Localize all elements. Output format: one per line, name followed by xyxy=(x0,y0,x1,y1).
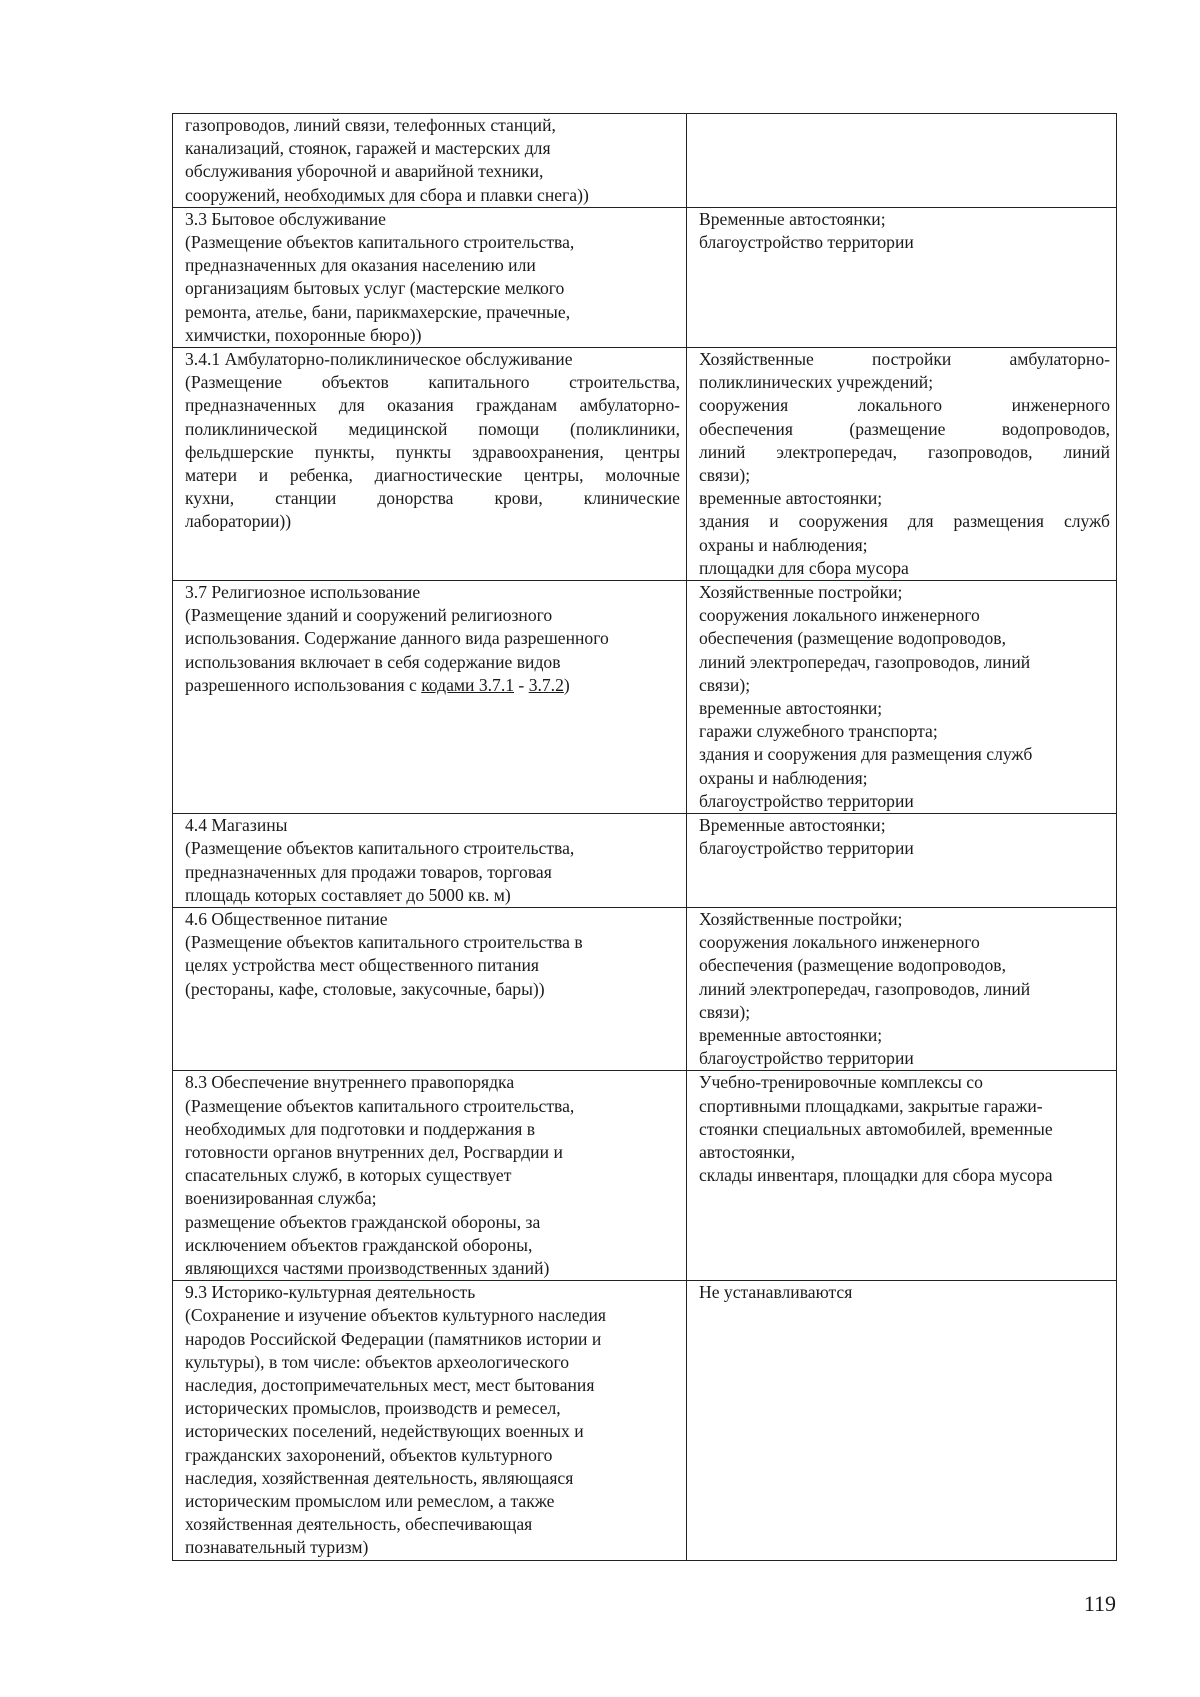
text-line: здания и сооружения для размещения служб xyxy=(699,744,1033,765)
text-line: хозяйственная деятельность, обеспечивающая xyxy=(185,1514,533,1535)
use-code-title: 3.7 Религиозное использование xyxy=(185,582,421,603)
text-line: исторических промыслов, производств и ремесел, xyxy=(185,1398,561,1419)
text-line: историческим промыслом или ремеслом, а также xyxy=(185,1490,555,1511)
text-line: благоустройство территории xyxy=(699,838,914,859)
text-line: спасательных служб, в которых существует xyxy=(185,1165,512,1186)
permitted-use-table xyxy=(172,113,1117,1561)
table-row xyxy=(173,814,1117,908)
use-type-cell xyxy=(173,114,687,208)
use-type-cell xyxy=(173,207,687,347)
use-type-cell xyxy=(173,814,687,908)
text-line: благоустройство территории xyxy=(699,790,914,811)
text-line: временные автостоянки; xyxy=(699,698,883,719)
table-row xyxy=(173,907,1117,1070)
use-code-title: 8.3 Обеспечение внутреннего правопорядка xyxy=(185,1072,515,1093)
text-line: предназначенных для оказания гражданам амбулаторно- xyxy=(185,395,680,416)
use-type-cell xyxy=(173,1071,687,1281)
text-line: здания и сооружения для размещения служб xyxy=(699,511,1110,532)
text-line: (Сохранение и изучение объектов культурного наследия xyxy=(185,1305,606,1326)
text-line: (Размещение объектов капитального строительства, xyxy=(185,838,575,859)
text-line: матери и ребенка, диагностические центры, молочные xyxy=(185,465,680,486)
text-line: (Размещение зданий и сооружений религиозного xyxy=(185,605,553,626)
table-row xyxy=(173,207,1117,347)
table-row xyxy=(173,581,1117,814)
text-line: познавательный туризм) xyxy=(185,1537,369,1558)
text-line: (Размещение объектов капитального строительства, xyxy=(185,372,680,393)
text-line: временные автостоянки; xyxy=(699,488,883,509)
text-line: газопроводов, линий связи, телефонных станций, xyxy=(185,115,556,135)
text-line: лаборатории)) xyxy=(185,511,292,532)
auxiliary-use-cell xyxy=(687,114,1117,208)
text-line: поликлинических учреждений; xyxy=(699,372,934,393)
text-line: стоянки специальных автомобилей, временные xyxy=(699,1118,1053,1139)
text-line: сооружения локального инженерного xyxy=(699,605,980,626)
text-line: народов Российской Федерации (памятников истории и xyxy=(185,1328,602,1349)
text-line: Учебно-тренировочные комплексы со xyxy=(699,1072,983,1093)
text-line: предназначенных для продажи товаров, торговая xyxy=(185,861,552,882)
auxiliary-use-cell xyxy=(687,207,1117,347)
text-line: исторических поселений, недействующих военных и xyxy=(185,1421,584,1442)
text-line: охраны и наблюдения; xyxy=(699,767,868,788)
table-row xyxy=(173,1071,1117,1281)
text-line: площадь которых составляет до 5000 кв. м) xyxy=(185,884,511,905)
text-line: Хозяйственные постройки амбулаторно- xyxy=(699,349,1110,370)
text-line: необходимых для подготовки и поддержания в xyxy=(185,1118,536,1139)
text-line: культуры), в том числе: объектов археологического xyxy=(185,1351,570,1372)
use-code-title: 4.6 Общественное питание xyxy=(185,908,388,929)
text-line: организациям бытовых услуг (мастерские мелкого xyxy=(185,278,565,299)
code-link-3-7-1[interactable]: кодами 3.7.1 xyxy=(421,674,515,695)
text-line: (рестораны, кафе, столовые, закусочные, бары)) xyxy=(185,978,545,999)
code-link-3-7-2[interactable]: 3.7.2 xyxy=(528,674,564,695)
text-line: размещение объектов гражданской обороны, за xyxy=(185,1211,541,1232)
text-line: исключением объектов гражданской обороны, xyxy=(185,1234,533,1255)
text-line: наследия, достопримечательных мест, мест бытования xyxy=(185,1374,595,1395)
text-line: обеспечения (размещение водопроводов, xyxy=(699,955,1007,976)
auxiliary-use-cell xyxy=(687,814,1117,908)
auxiliary-use-cell xyxy=(687,1281,1117,1560)
text-line: использования. Содержание данного вида разрешенного xyxy=(185,628,609,649)
text-line: предназначенных для оказания населению или xyxy=(185,255,536,276)
text-line: канализаций, стоянок, гаражей и мастерских для xyxy=(185,138,551,159)
text-line: линий электропередач, газопроводов, линий xyxy=(699,441,1110,462)
text-line: военизированная служба; xyxy=(185,1188,377,1209)
text-line: гражданских захоронений, объектов культурного xyxy=(185,1444,553,1465)
text-line: автостоянки, xyxy=(699,1141,795,1162)
table-row xyxy=(173,1281,1117,1560)
auxiliary-use-cell xyxy=(687,907,1117,1070)
text-line: благоустройство территории xyxy=(699,232,914,253)
text-line: площадки для сбора мусора xyxy=(699,557,909,578)
auxiliary-use-cell xyxy=(687,1071,1117,1281)
text-line: сооружения локального инженерного xyxy=(699,932,980,953)
use-type-cell xyxy=(173,1281,687,1560)
text-line: склады инвентаря, площадки для сбора мусора xyxy=(699,1165,1053,1186)
text-line: сооружений, необходимых для сбора и плавки снега)) xyxy=(185,184,589,205)
use-code-title: 3.4.1 Амбулаторно-поликлиническое обслуживание xyxy=(185,349,573,370)
use-code-title: 9.3 Историко-культурная деятельность xyxy=(185,1282,476,1303)
use-type-cell xyxy=(173,907,687,1070)
use-code-title: 3.3 Бытовое обслуживание xyxy=(185,208,386,229)
text-line: готовности органов внутренних дел, Росгвардии и xyxy=(185,1141,563,1162)
text-line: охраны и наблюдения; xyxy=(699,534,868,555)
text-line: обслуживания уборочной и аварийной техники, xyxy=(185,161,544,182)
text-line: связи); xyxy=(699,674,751,695)
text-line: линий электропередач, газопроводов, линий xyxy=(699,978,1031,999)
text-line: связи); xyxy=(699,465,751,486)
text-line: разрешенного использования с кодами 3.7.1 - 3.7.2) xyxy=(185,674,570,695)
text-line: Временные автостоянки; xyxy=(699,208,886,229)
auxiliary-use-cell xyxy=(687,581,1117,814)
text-line: Хозяйственные постройки; xyxy=(699,908,903,929)
text-line: сооружения локального инженерного xyxy=(699,395,1110,416)
page-number: 119 xyxy=(1083,1591,1116,1616)
text-line: целях устройства мест общественного питания xyxy=(185,955,539,976)
text-line: линий электропередач, газопроводов, линий xyxy=(699,651,1031,672)
text-line: спортивными площадками, закрытые гаражи- xyxy=(699,1095,1043,1116)
use-code-title: 4.4 Магазины xyxy=(185,815,288,836)
text-line: кухни, станции донорства крови, клинические xyxy=(185,488,680,509)
text-line: временные автостоянки; xyxy=(699,1024,883,1045)
auxiliary-use-cell xyxy=(687,348,1117,581)
text-line: поликлинической медицинской помощи (поликлиники, xyxy=(185,418,680,439)
use-type-cell xyxy=(173,581,687,814)
text-line: Хозяйственные постройки; xyxy=(699,582,903,603)
text-line: наследия, хозяйственная деятельность, являющаяся xyxy=(185,1467,574,1488)
text-line: химчистки, похоронные бюро)) xyxy=(185,324,422,345)
text-line: Временные автостоянки; xyxy=(699,815,886,836)
text-line: фельдшерские пункты, пункты здравоохранения, центры xyxy=(185,441,680,462)
use-type-cell xyxy=(173,348,687,581)
text-line: обеспечения (размещение водопроводов, xyxy=(699,418,1110,439)
text-line: обеспечения (размещение водопроводов, xyxy=(699,628,1007,649)
text-line: (Размещение объектов капитального строительства в xyxy=(185,932,583,953)
text-line: (Размещение объектов капитального строительства, xyxy=(185,232,575,253)
text-line: благоустройство территории xyxy=(699,1048,914,1069)
table-row xyxy=(173,348,1117,581)
text-line: (Размещение объектов капитального строительства, xyxy=(185,1095,575,1116)
text-line: использования включает в себя содержание видов xyxy=(185,651,561,672)
text-line: ремонта, ателье, бани, парикмахерские, прачечные, xyxy=(185,301,571,322)
text-line: гаражи служебного транспорта; xyxy=(699,721,938,742)
text-line: являющихся частями производственных зданий) xyxy=(185,1257,550,1278)
text-line: Не устанавливаются xyxy=(699,1282,853,1303)
table-row xyxy=(173,114,1117,208)
text-line: связи); xyxy=(699,1001,751,1022)
